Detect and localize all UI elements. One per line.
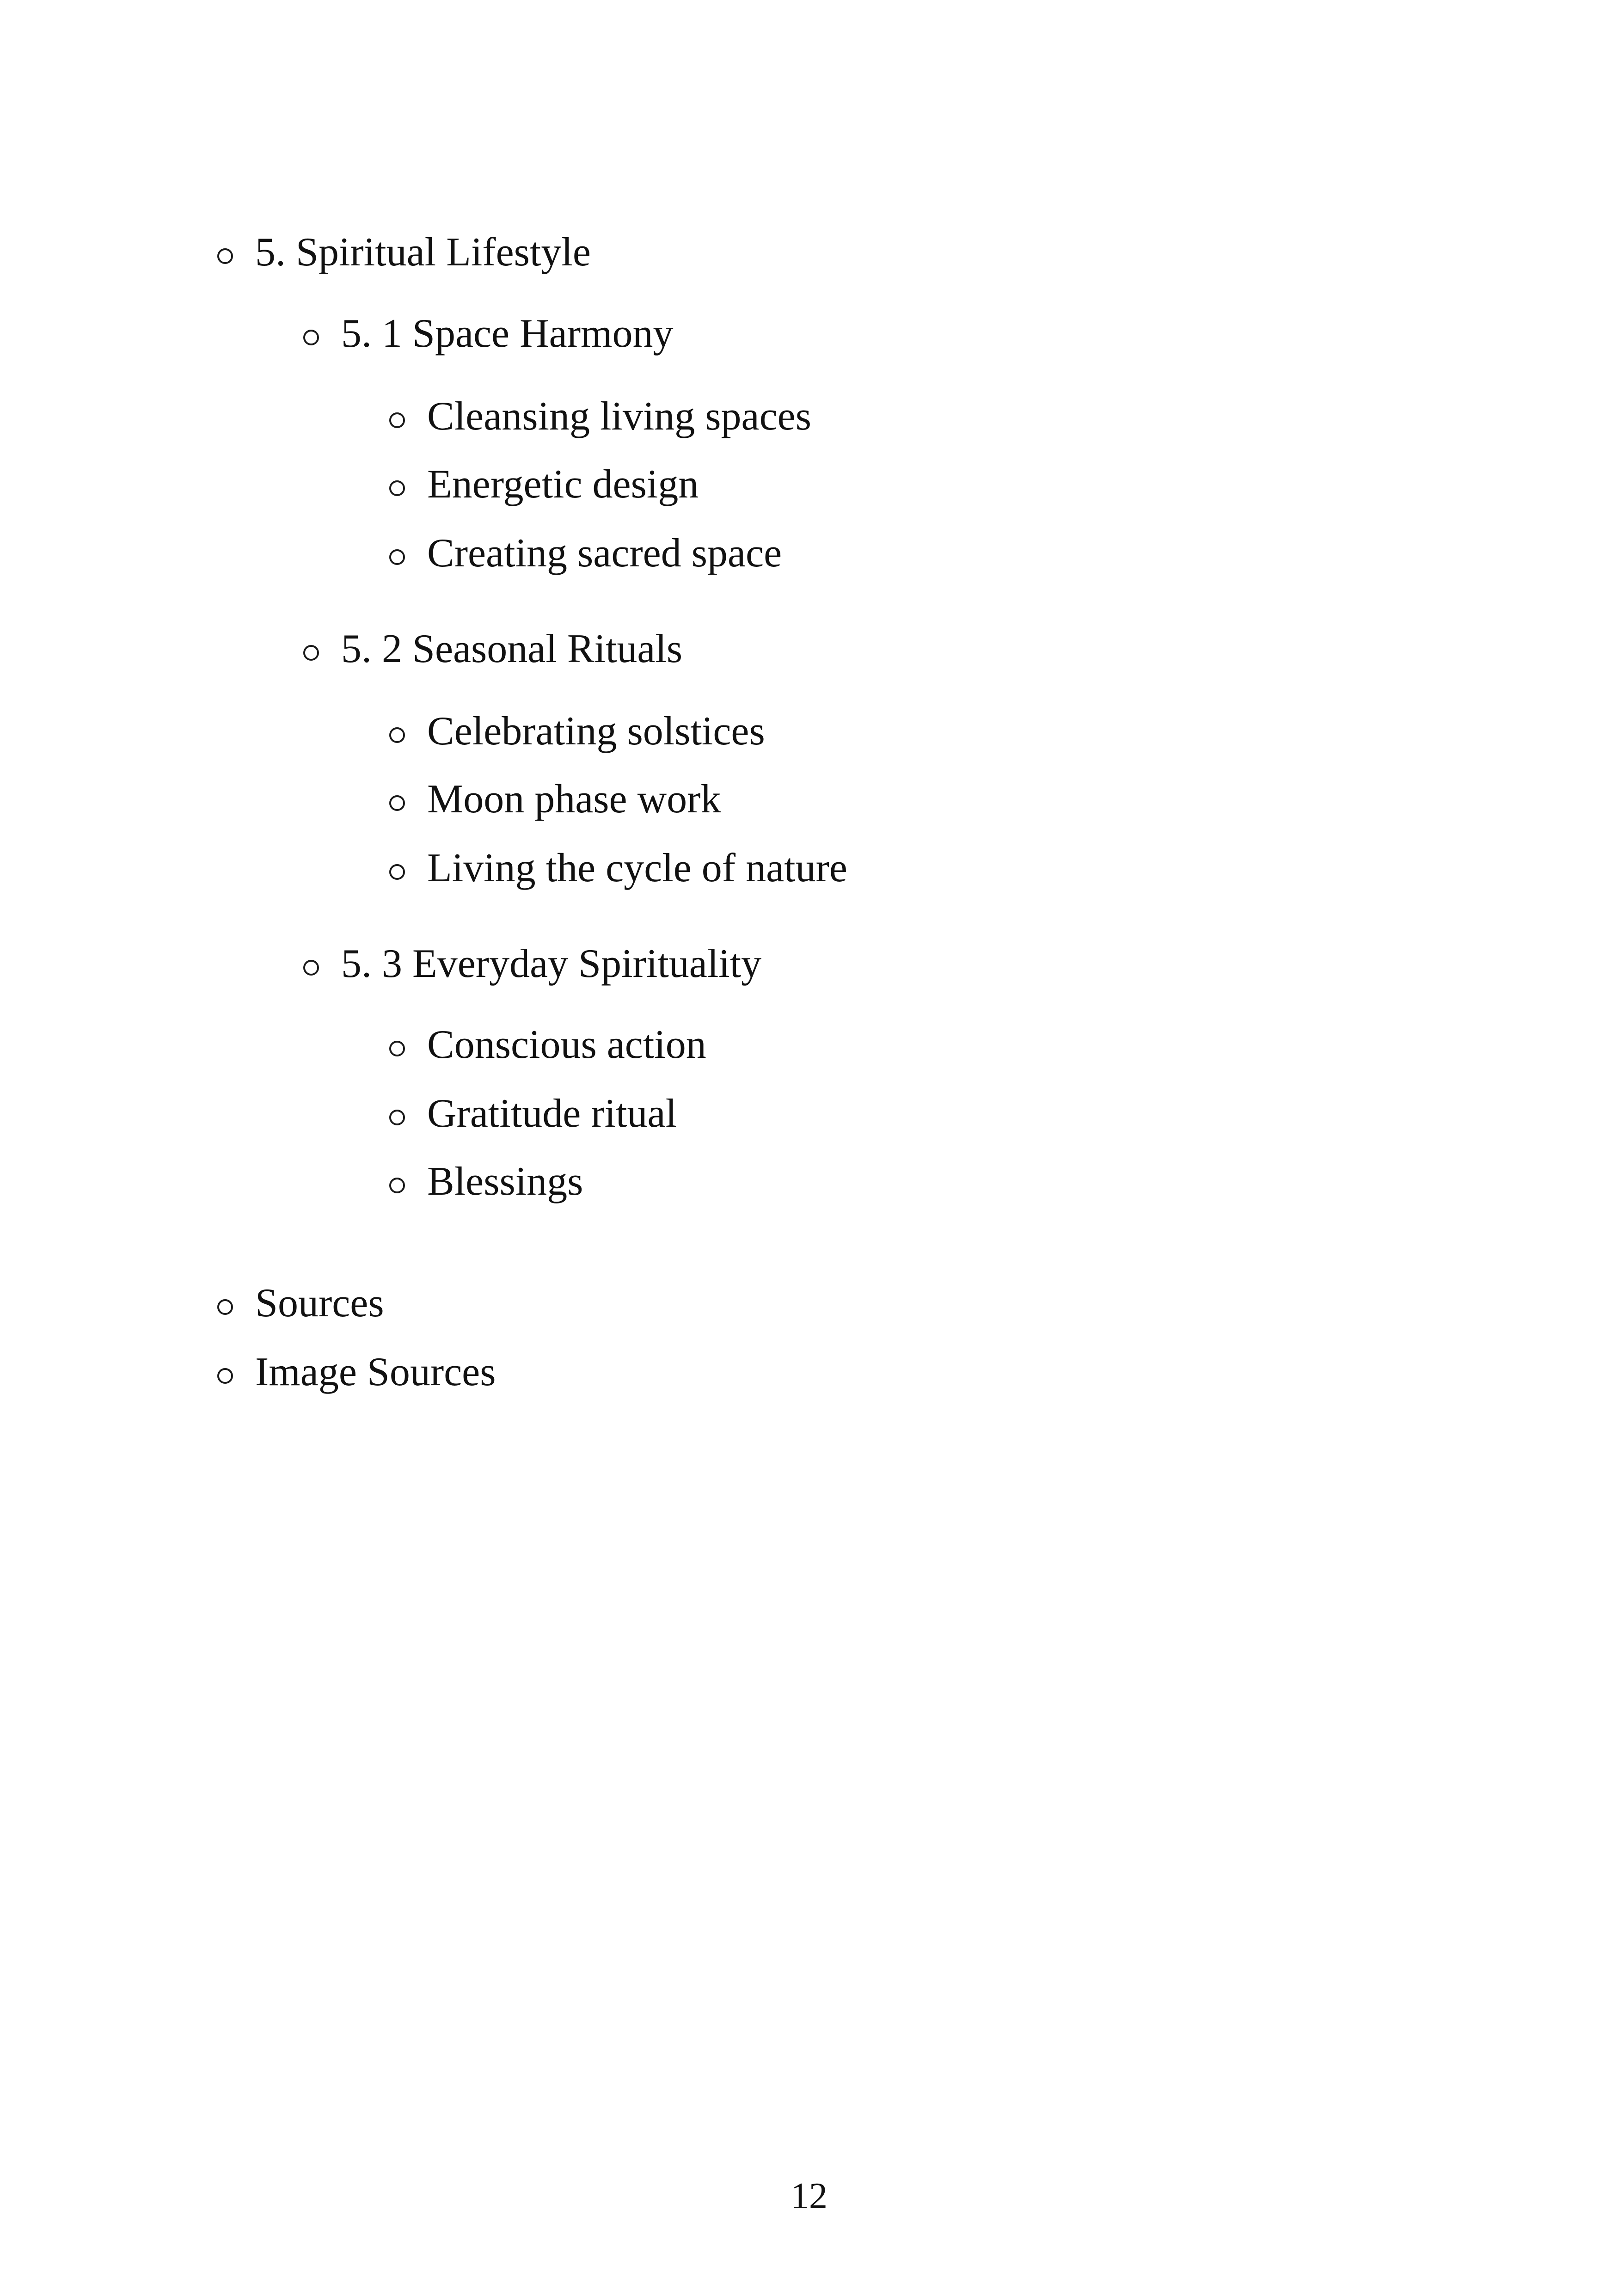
hollow-circle-bullet-icon <box>389 1041 405 1056</box>
hollow-circle-bullet-icon <box>217 1368 233 1384</box>
toc-label: 5. 3 Everyday Spirituality <box>341 941 762 986</box>
hollow-circle-bullet-icon <box>303 330 319 345</box>
hollow-circle-bullet-icon <box>389 795 405 811</box>
toc-label: Blessings <box>427 1159 583 1204</box>
hollow-circle-bullet-icon <box>217 248 233 264</box>
toc-label: Conscious action <box>427 1022 706 1067</box>
hollow-circle-bullet-icon <box>389 1178 405 1193</box>
toc-label: Image Sources <box>255 1350 496 1394</box>
hollow-circle-bullet-icon <box>389 864 405 880</box>
toc-label: Celebrating solstices <box>427 709 765 754</box>
toc-label: Cleansing living spaces <box>427 394 811 439</box>
toc-label: Energetic design <box>427 462 699 507</box>
hollow-circle-bullet-icon <box>389 727 405 743</box>
toc-label: 5. Spiritual Lifestyle <box>255 230 591 275</box>
hollow-circle-bullet-icon <box>217 1299 233 1315</box>
toc-label: Creating sacred space <box>427 531 782 576</box>
hollow-circle-bullet-icon <box>389 1110 405 1125</box>
hollow-circle-bullet-icon <box>389 549 405 565</box>
toc-label: 5. 1 Space Harmony <box>341 311 674 356</box>
hollow-circle-bullet-icon <box>389 480 405 496</box>
hollow-circle-bullet-icon <box>389 412 405 428</box>
toc-label: Sources <box>255 1281 384 1326</box>
hollow-circle-bullet-icon <box>303 960 319 976</box>
toc-label: 5. 2 Seasonal Rituals <box>341 626 683 671</box>
page-number: 12 <box>791 2176 827 2216</box>
toc-label: Living the cycle of nature <box>427 846 847 890</box>
toc-label: Moon phase work <box>427 777 721 822</box>
toc-label: Gratitude ritual <box>427 1091 677 1136</box>
hollow-circle-bullet-icon <box>303 645 319 661</box>
